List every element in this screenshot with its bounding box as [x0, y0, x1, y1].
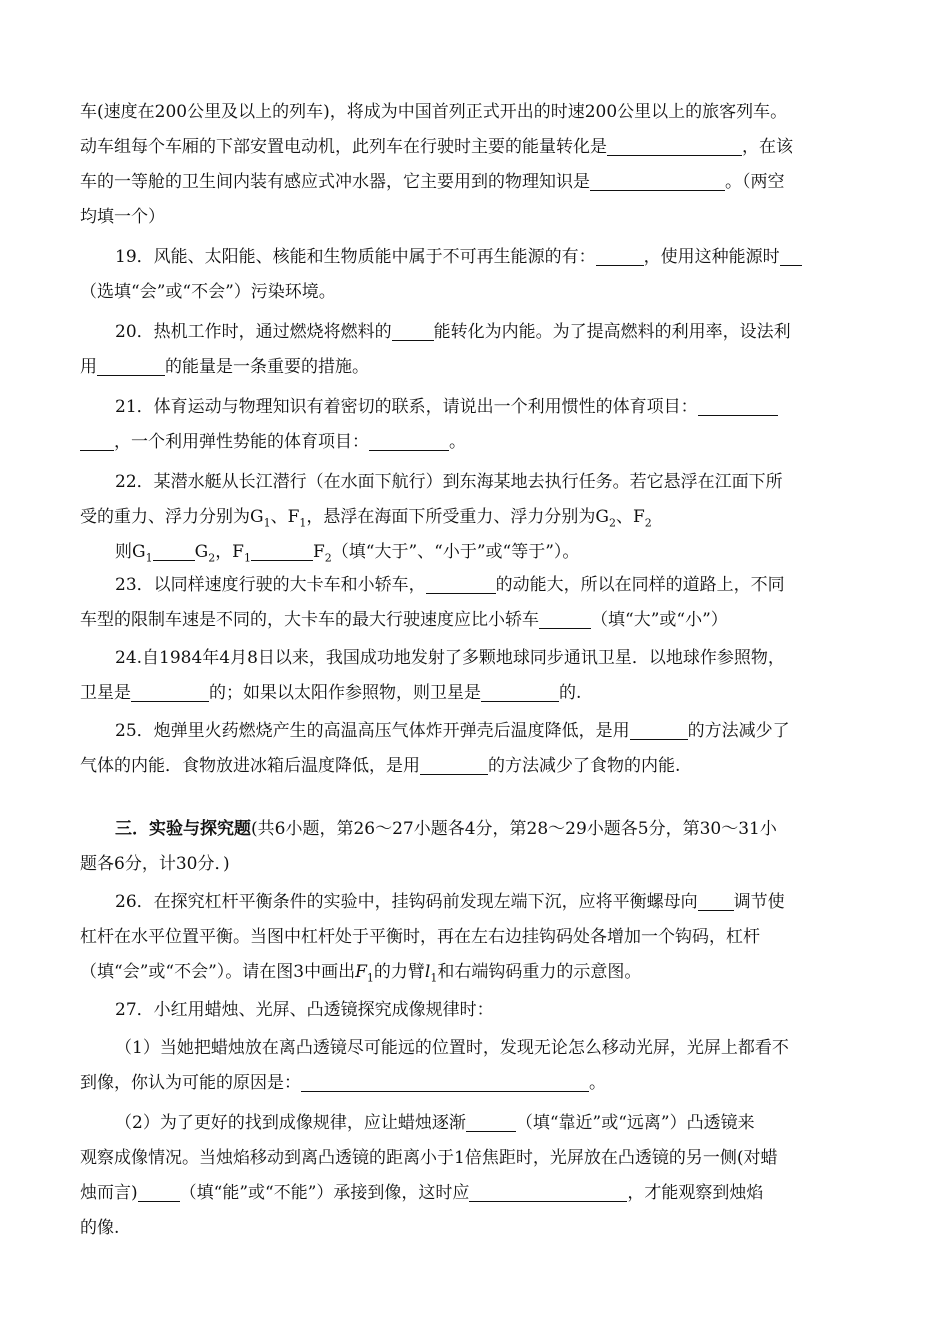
answer-blank[interactable]: [630, 717, 688, 740]
answer-blank[interactable]: [420, 752, 488, 775]
q27-intro: 27．小红用蜡烛、光屏、凸透镜探究成像规律时：: [115, 1000, 494, 1020]
q27-p2-line-2: 观察成像情况。当烛焰移动到离凸透镜的距离小于1倍焦距时，光屏放在凸透镜的另一侧(对蜡: [80, 1148, 778, 1168]
q20-line-1: 20．热机工作时，通过燃烧将燃料的 能转化为内能。为了提高燃料的利用率，设法利: [115, 315, 791, 350]
answer-blank[interactable]: [301, 1069, 589, 1092]
q18-line-1: 车(速度在200公里及以上的列车)，将成为中国首列正式开出的时速200公里以上的旅客列车。: [80, 102, 788, 122]
q27-p1-line-2: 到像，你认为可能的原因是： 。: [80, 1066, 606, 1101]
q19-line-2: （选填“会”或“不会”）污染环境。: [80, 282, 336, 302]
q21-line-1: 21．体育运动与物理知识有着密切的联系，请说出一个利用惯性的体育项目：: [115, 390, 778, 425]
answer-blank[interactable]: [698, 393, 778, 416]
q26-line-1: 26．在探究杠杆平衡条件的实验中，挂钩码前发现左端下沉，应将平衡螺母向 调节使: [115, 885, 785, 920]
answer-blank[interactable]: [97, 353, 165, 376]
answer-blank[interactable]: [426, 571, 496, 594]
q24-line-1: 24.自1984年4月8日以来，我国成功地发射了多颗地球同步通讯卫星．以地球作参照物，: [115, 648, 785, 668]
answer-blank[interactable]: [251, 538, 313, 561]
q21-line-2: ，一个利用弹性势能的体育项目： 。: [80, 425, 466, 460]
section-title: 三．实验与探究题: [115, 819, 251, 839]
q22-line-3: 则$G_1$ $G_2$，$F_1$ $F_2$（填“大于”、“小于”或“等于”）。: [115, 535, 579, 570]
q27-p2-line-4: 的像.: [80, 1218, 120, 1238]
q27-p2-line-3: 烛而言) （填“能”或“不能”）承接到像，这时应 ，才能观察到烛焰: [80, 1176, 763, 1211]
answer-blank[interactable]: [369, 428, 449, 451]
q26-line-2: 杠杆在水平位置平衡。当图中杠杆处于平衡时，再在左右边挂钩码处各增加一个钩码，杠杆: [80, 927, 760, 947]
answer-blank[interactable]: [469, 1179, 627, 1202]
answer-blank[interactable]: [698, 888, 734, 911]
q18-line-4: 均填一个）: [80, 207, 165, 227]
answer-blank[interactable]: [131, 679, 209, 702]
q18-line-2: 动车组每个车厢的下部安置电动机，此列车在行驶时主要的能量转化是 ，在该: [80, 130, 793, 165]
answer-blank[interactable]: [596, 243, 644, 266]
answer-blank[interactable]: [466, 1109, 516, 1132]
q19-line-1: 19．风能、太阳能、核能和生物质能中属于不可再生能源的有： ，使用这种能源时: [115, 240, 802, 275]
q22-line-2: 受的重力、浮力分别为$G_1$、$F_1$，悬浮在海面下所受重力、浮力分别为$G_2$、$F_2$: [80, 507, 652, 530]
answer-blank[interactable]: [138, 1179, 180, 1202]
answer-blank[interactable]: [80, 428, 114, 451]
q18-line-3: 车的一等舱的卫生间内装有感应式冲水器，它主要用到的物理知识是 。（两空: [80, 165, 785, 200]
section-heading-cont: 题各6分，计30分．): [80, 854, 230, 874]
q23-line-1: 23．以同样速度行驶的大卡车和小轿车， 的动能大，所以在同样的道路上，不同: [115, 568, 785, 603]
answer-blank[interactable]: [780, 243, 802, 266]
answer-blank[interactable]: [590, 168, 725, 191]
answer-blank[interactable]: [607, 133, 742, 156]
section-heading: 三．实验与探究题(共6小题，第26～27小题各4分，第28～29小题各5分，第30～31小: [115, 819, 777, 839]
q27-p1-line-1: （1）当她把蜡烛放在离凸透镜尽可能远的位置时，发现无论怎么移动光屏，光屏上都看不: [115, 1038, 789, 1058]
q23-line-2: 车型的限制车速是不同的，大卡车的最大行驶速度应比小轿车 （填“大”或“小”）: [80, 603, 728, 638]
q26-line-3: （填“会”或“不会”）。请在图3中画出$F_1$的力臂$l_1$和右端钩码重力的示意图。: [80, 962, 642, 985]
answer-blank[interactable]: [481, 679, 559, 702]
q22-line-1: 22．某潜水艇从长江潜行（在水面下航行）到东海某地去执行任务。若它悬浮在江面下所: [115, 472, 783, 492]
q20-line-2: 用 的能量是一条重要的措施。: [80, 350, 369, 385]
answer-blank[interactable]: [153, 538, 195, 561]
q25-line-1: 25．炮弹里火药燃烧产生的高温高压气体炸开弹壳后温度降低，是用 的方法减少了: [115, 714, 790, 749]
q24-line-2: 卫星是 的；如果以太阳作参照物，则卫星是 的.: [80, 676, 581, 711]
answer-blank[interactable]: [539, 606, 591, 629]
q25-line-2: 气体的内能．食物放进冰箱后温度降低，是用 的方法减少了食物的内能.: [80, 749, 680, 784]
q27-p2-line-1: （2）为了更好的找到成像规律，应让蜡烛逐渐 （填“靠近”或“远离”）凸透镜来: [115, 1106, 755, 1141]
answer-blank[interactable]: [392, 318, 434, 341]
